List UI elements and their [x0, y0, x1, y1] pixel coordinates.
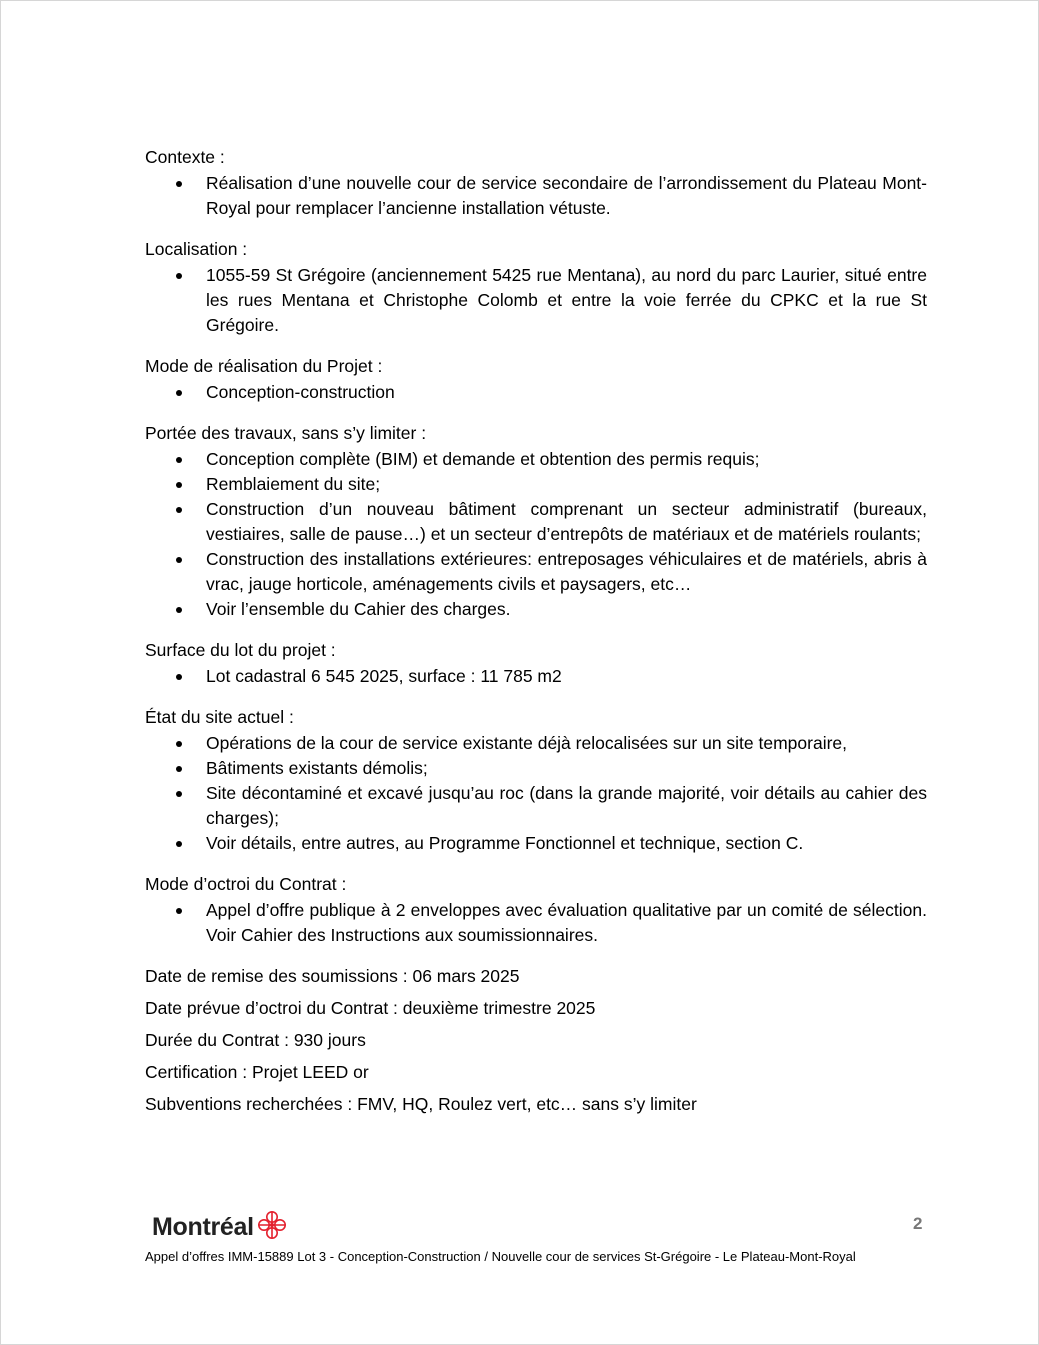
list-item: Construction d’un nouveau bâtiment comprenant un secteur administratif (bureaux, vestiaires, salle de pause…) et un secteur d’entrepôts de matériaux et de matériels roulants; — [145, 497, 927, 547]
list-item: Bâtiments existants démolis; — [145, 756, 927, 781]
section-heading: État du site actuel : — [145, 707, 294, 727]
info-date-remise: Date de remise des soumissions : 06 mars 2025 — [145, 966, 520, 986]
bullet-list — [145, 263, 927, 338]
list-item: Conception complète (BIM) et demande et obtention des permis requis; — [145, 447, 927, 472]
bullet-list — [145, 380, 927, 405]
info-subventions: Subventions recherchées : FMV, HQ, Roulez vert, etc… sans s’y limiter — [145, 1094, 697, 1114]
list-item: Lot cadastral 6 545 2025, surface : 11 785 m2 — [145, 664, 927, 689]
list-item: Voir détails, entre autres, au Programme Fonctionnel et technique, section C. — [145, 831, 927, 856]
section-heading: Surface du lot du projet : — [145, 640, 336, 660]
bullet-list — [145, 898, 927, 948]
list-item: Conception-construction — [145, 380, 927, 405]
info-block — [145, 964, 927, 1117]
montreal-rosette-icon — [256, 1209, 288, 1246]
section-heading: Mode d’octroi du Contrat : — [145, 874, 347, 894]
section-surface-lot — [145, 638, 927, 689]
bullet-list — [145, 171, 927, 221]
list-item: Appel d’offre publique à 2 enveloppes avec évaluation qualitative par un comité de sélection. Voir Cahier des Instructions aux soumissionnaires. — [145, 898, 927, 948]
section-mode-realisation — [145, 354, 927, 405]
section-heading: Contexte : — [145, 147, 225, 167]
bullet-list — [145, 664, 927, 689]
section-etat-site — [145, 705, 927, 856]
montreal-logo — [152, 1209, 288, 1246]
list-item: Opérations de la cour de service existante déjà relocalisées sur un site temporaire, — [145, 731, 927, 756]
section-portee-travaux — [145, 421, 927, 622]
section-mode-octroi — [145, 872, 927, 948]
logo-wordmark: Montréal — [152, 1213, 254, 1241]
info-date-octroi: Date prévue d’octroi du Contrat : deuxième trimestre 2025 — [145, 998, 596, 1018]
page-number: 2 — [913, 1214, 923, 1233]
list-item: Voir l’ensemble du Cahier des charges. — [145, 597, 927, 622]
info-certification: Certification : Projet LEED or — [145, 1062, 369, 1082]
footer-reference: Appel d’offres IMM-15889 Lot 3 - Conception-Construction / Nouvelle cour de services St-Grégoire - Le Plateau-Mont-Royal — [145, 1249, 856, 1264]
bullet-list — [145, 731, 927, 856]
section-localisation — [145, 237, 927, 338]
section-heading: Portée des travaux, sans s’y limiter : — [145, 423, 427, 443]
section-contexte — [145, 145, 927, 221]
list-item: Site décontaminé et excavé jusqu’au roc (dans la grande majorité, voir détails au cahier des charges); — [145, 781, 927, 831]
list-item: Construction des installations extérieures: entreposages véhiculaires et de matériels, abris à vrac, jauge horticole, aménagements civils et paysagers, etc… — [145, 547, 927, 597]
bullet-list — [145, 447, 927, 622]
list-item: Réalisation d’une nouvelle cour de service secondaire de l’arrondissement du Plateau Mont-Royal pour remplacer l’ancienne installation vétuste. — [145, 171, 927, 221]
list-item: 1055-59 St Grégoire (anciennement 5425 rue Mentana), au nord du parc Laurier, situé entre les rues Mentana et Christophe Colomb et entre la voie ferrée du CPKC et la rue St Grégoire. — [145, 263, 927, 338]
section-heading: Mode de réalisation du Projet : — [145, 356, 383, 376]
section-heading: Localisation : — [145, 239, 248, 259]
list-item: Remblaiement du site; — [145, 472, 927, 497]
page-content — [145, 145, 927, 1124]
info-duree: Durée du Contrat : 930 jours — [145, 1030, 366, 1050]
